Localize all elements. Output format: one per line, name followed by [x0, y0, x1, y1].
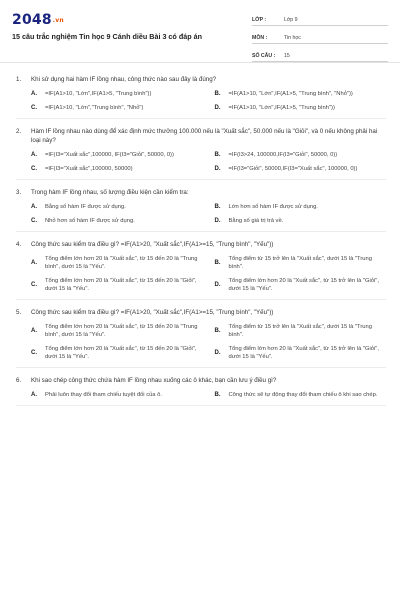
site-logo[interactable]	[12, 12, 64, 28]
question-item	[16, 119, 386, 180]
answer-option[interactable]	[31, 323, 203, 339]
option-text: Tổng điểm lớn hơn 20 là "Xuất sắc", từ 15 đến 20 là "Trung bình", dưới 15 là "Yếu".	[45, 256, 198, 270]
question-text: Khi sao chép công thức chứa hàm IF lồng nhau xuống các ô khác, bạn cần lưu ý điều gì?	[31, 377, 277, 384]
option-text: =IF(I3="Giỏi", 50000,IF(I3="Xuất sắc", 100000, 0))	[228, 166, 358, 172]
option-letter: C.	[31, 105, 37, 111]
meta-label: MÔN :	[252, 35, 268, 41]
option-text: Tổng điểm từ 15 trở lên là "Xuất sắc", dưới 15 là "Trung bình".	[228, 324, 372, 338]
option-letter: C.	[31, 166, 37, 172]
option-text: Tổng điểm lớn hơn 20 là "Xuất sắc", từ 15 đến 20 là "Giỏi", dưới 15 là "Yếu".	[45, 278, 197, 292]
option-text: =IF(I3="Xuất sắc",100000, IF(I3="Giỏi", 50000, 0))	[45, 152, 174, 158]
question-item	[16, 368, 386, 406]
question-item	[16, 180, 386, 232]
option-text: =IF(A1>10, "Lớn","Trung bình", "Nhỏ")	[45, 105, 144, 111]
answer-option[interactable]	[215, 323, 387, 339]
option-letter: D.	[214, 166, 221, 172]
answer-option[interactable]	[215, 391, 387, 399]
meta-label: LỚP :	[252, 17, 267, 23]
logo-main: 2048	[12, 12, 52, 28]
meta-row-class	[252, 10, 388, 26]
option-letter: A.	[31, 328, 37, 334]
answer-option[interactable]	[215, 217, 387, 225]
question-text-row	[16, 127, 386, 145]
question-text: Khi sử dụng hai hàm IF lồng nhau, công thức nào sau đây là đúng?	[31, 76, 217, 83]
answer-option[interactable]	[31, 217, 203, 225]
option-letter: A.	[31, 91, 37, 97]
question-text: Công thức sau kiểm tra điều gì? =IF(A1>20, "Xuất sắc",IF(A1>=15, "Trung bình", "Yếu"))	[31, 309, 274, 316]
meta-value: Tin học	[284, 35, 301, 41]
option-text: Tổng điểm từ 15 trở lên là "Xuất sắc", dưới 15 là "Trung bình".	[228, 256, 372, 270]
option-letter: B.	[214, 204, 221, 210]
option-letter: D.	[214, 218, 221, 224]
answer-option[interactable]	[31, 391, 203, 399]
meta-value: 15	[284, 53, 290, 59]
option-text: Tổng điểm lớn hơn 20 là "Xuất sắc", từ 15 trở lên là "Giỏi", dưới 15 là "Yếu".	[228, 346, 379, 360]
answer-option[interactable]	[31, 90, 203, 98]
option-text: Tổng điểm lớn hơn 20 là "Xuất sắc", từ 15 trở lên là "Giỏi", dưới 15 là "Yếu".	[228, 278, 379, 292]
question-item	[16, 232, 386, 300]
option-text: =IF(A1>10, "Lớn",IF(A1>5, "Trung bình"))	[45, 91, 152, 97]
option-text: Phải luôn thay đổi tham chiếu tuyệt đối của ô.	[45, 392, 162, 398]
option-letter: A.	[31, 204, 37, 210]
answer-option[interactable]	[31, 104, 203, 112]
option-letter: B.	[214, 328, 221, 334]
option-letter: A.	[31, 152, 37, 158]
header	[0, 0, 400, 63]
question-number: 4.	[16, 241, 22, 248]
document-title: 15 câu trắc nghiệm Tin học 9 Cánh diều Bài 3 có đáp án	[12, 32, 202, 41]
option-text: Lớn hơn số hàm IF được sử dụng.	[228, 204, 318, 210]
answer-option[interactable]	[215, 277, 387, 293]
question-text-row	[16, 376, 386, 385]
option-text: Nhỏ hơn số hàm IF được sử dụng.	[45, 218, 135, 224]
answer-options	[16, 90, 386, 112]
option-letter: B.	[214, 392, 221, 398]
option-letter: A.	[31, 392, 37, 398]
question-text-row	[16, 75, 386, 84]
question-text: Trong hàm IF lồng nhau, số lượng điều kiện cần kiểm tra:	[31, 189, 189, 196]
option-text: =IF(I3="Xuất sắc",100000, 50000)	[45, 166, 133, 172]
question-number: 6.	[16, 377, 22, 384]
answer-options	[16, 323, 386, 361]
option-letter: B.	[214, 152, 221, 158]
answer-option[interactable]	[31, 345, 203, 361]
answer-options	[16, 391, 386, 399]
answer-option[interactable]	[31, 277, 203, 293]
answer-option[interactable]	[215, 90, 387, 98]
option-letter: D.	[214, 282, 221, 288]
option-letter: C.	[31, 218, 37, 224]
answer-options	[16, 151, 386, 173]
answer-option[interactable]	[215, 151, 387, 159]
question-text-row	[16, 240, 386, 249]
meta-info	[252, 10, 388, 64]
option-letter: B.	[214, 91, 221, 97]
option-text: =IF(A1>10, "Lớn",IF(A1>5, "Trung bình", "Nhỏ"))	[228, 91, 353, 97]
meta-row-subject	[252, 28, 388, 44]
question-number: 1.	[16, 76, 22, 83]
meta-label: SỐ CÂU :	[252, 53, 276, 59]
answer-option[interactable]	[215, 104, 387, 112]
option-letter: B.	[214, 260, 221, 266]
question-item	[16, 300, 386, 368]
answer-option[interactable]	[215, 255, 387, 271]
option-letter: D.	[214, 105, 221, 111]
option-text: Công thức sẽ tự động thay đổi tham chiếu ô khi sao chép.	[228, 392, 378, 398]
answer-options	[16, 255, 386, 293]
question-list	[0, 63, 400, 406]
answer-option[interactable]	[31, 151, 203, 159]
answer-option[interactable]	[215, 203, 387, 211]
question-number: 5.	[16, 309, 22, 316]
question-text: Hàm IF lồng nhau nào dùng để xác định mức thưởng 100.000 nếu là "Xuất sắc", 50.000 nếu là "Giỏi", và 0 nếu không phải hai loại này?	[31, 128, 378, 144]
question-text-row	[16, 308, 386, 317]
meta-row-count	[252, 46, 388, 62]
answer-option[interactable]	[31, 203, 203, 211]
question-text-row	[16, 188, 386, 197]
option-text: =IF(I3>24, 100000,IF(I3="Giỏi", 50000, 0))	[228, 152, 338, 158]
option-text: =IF(A1>10, "Lớn",IF(A1>5, "Trung bình"))	[228, 105, 335, 111]
option-text: Tổng điểm lớn hơn 20 là "Xuất sắc", từ 15 đến 20 là "Giỏi", dưới 15 là "Yếu".	[45, 346, 197, 360]
answer-option[interactable]	[215, 165, 387, 173]
question-item	[16, 67, 386, 119]
option-letter: C.	[31, 350, 37, 356]
option-letter: D.	[214, 350, 221, 356]
answer-option[interactable]	[31, 255, 203, 271]
question-number: 2.	[16, 128, 22, 135]
meta-value: Lớp 9	[284, 17, 298, 23]
option-letter: C.	[31, 282, 37, 288]
answer-option[interactable]	[31, 165, 203, 173]
logo-suffix: .vn	[52, 16, 64, 24]
option-text: Tổng điểm lớn hơn 20 là "Xuất sắc", từ 15 đến 20 là "Trung bình", dưới 15 là "Yếu".	[45, 324, 198, 338]
option-text: Bằng số hàm IF được sử dụng.	[45, 204, 126, 210]
option-text: Bằng số giá trị trả về.	[228, 218, 284, 224]
question-number: 3.	[16, 189, 22, 196]
option-letter: A.	[31, 260, 37, 266]
answer-options	[16, 203, 386, 225]
answer-option[interactable]	[215, 345, 387, 361]
question-text: Công thức sau kiểm tra điều gì? =IF(A1>20, "Xuất sắc",IF(A1>=15, "Trung bình", "Yếu"))	[31, 241, 274, 248]
